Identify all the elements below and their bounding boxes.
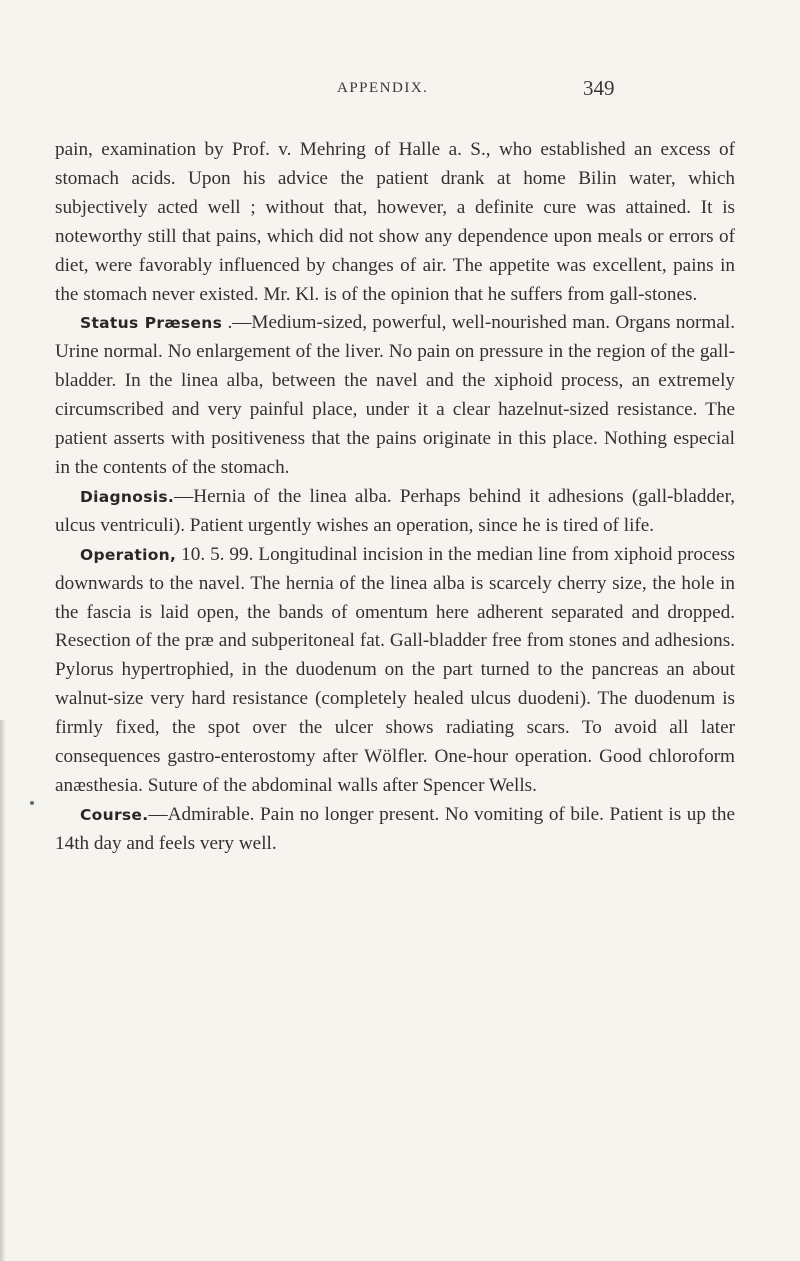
paragraph-text: pain, examination by Prof. v. Mehring of Halle a. S., who established an excess of stomach acids. Upon his advice the patient drank at home Bilin water, which subjectively acted well ; without that, however, a definite cure was attained. It is noteworthy still that pains, which did not show any dependence upon meals or errors of diet, were favorably influenced by changes of air. The appetite was excellent, pains in the stomach never existed. Mr. Kl. is of the opinion that he suffers from gall-stones. <box>55 139 735 305</box>
paragraph-text: —Hernia of the linea alba. Perhaps behind it adhesions (gall-bladder, ulcus ventriculi). Patient urgently wishes an operation, since he is tired of life. <box>55 485 735 536</box>
paragraph-text: —Admirable. Pain no longer present. No vomiting of bile. Patient is up the 14th day and feels very well. <box>55 803 735 854</box>
page-header <box>0 76 800 110</box>
section-lead-diagnosis: Diagnosis. <box>80 487 175 506</box>
paragraph-status-praesens <box>55 309 735 482</box>
running-head: APPENDIX. <box>337 80 429 96</box>
body-text <box>55 136 735 859</box>
paragraph-course <box>55 801 735 859</box>
paragraph-text: 10. 5. 99. Longitudinal incision in the median line from xiphoid process downwards to the navel. The hernia of the linea alba is scarcely cherry size, the hole in the fascia is laid open, the bands of omentum here adherent separated and dropped. Resection of the præ and subperitoneal fat. Gall-bladder free from stones and adhesions. Pylorus hypertrophied, in the duodenum on the part turned to the pancreas an about walnut-size very hard resistance (completely healed ulcus duodeni). The duodenum is firmly fixed, the spot over the ulcer shows radiating scars. To avoid all later consequences gastro-enterostomy after Wölfler. One-hour operation. Good chloroform anæsthesia. Suture of the abdominal walls after Spencer Wells. <box>55 543 735 796</box>
paragraph-history <box>55 136 735 309</box>
paragraph-diagnosis <box>55 483 735 541</box>
section-lead-course: Course. <box>80 805 149 824</box>
section-lead-status-praesens: Status Præsens <box>80 314 223 333</box>
section-lead-operation: Operation, <box>80 545 177 564</box>
page-number: 349 <box>583 76 615 100</box>
stray-ink-mark <box>30 801 34 805</box>
paragraph-operation <box>55 541 735 801</box>
binding-shadow <box>0 720 6 1261</box>
paragraph-text: .—Medium-sized, powerful, well-nourished man. Organs normal. Urine normal. No enlargement of the liver. No pain on pressure in the region of the gall-bladder. In the linea alba, between the navel and the xiphoid process, an extremely circumscribed and very painful place, under it a clear hazelnut-sized resistance. The patient asserts with positiveness that the pains originate in this place. Nothing especial in the contents of the stomach. <box>55 312 735 478</box>
